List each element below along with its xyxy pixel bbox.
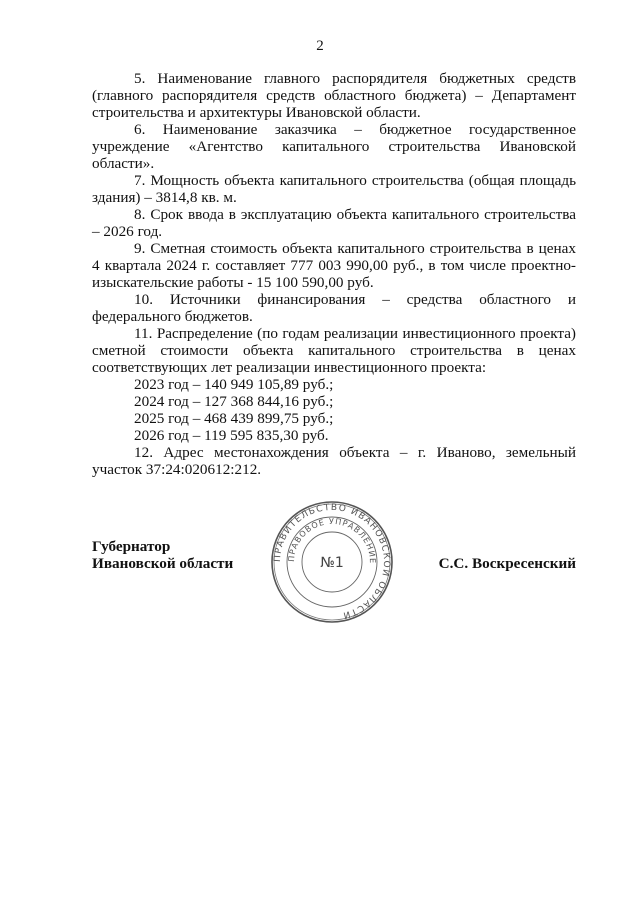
official-seal-icon [270,500,394,624]
paragraph-8: 8. Срок ввода в эксплуатацию объекта капитального строительства – 2026 год. [92,206,576,240]
seal-center-text: №1 [320,555,344,571]
paragraph-7: 7. Мощность объекта капитального строительства (общая площадь здания) – 3814,8 кв. м. [92,172,576,206]
distribution-2026: 2026 год – 119 595 835,30 руб. [134,427,329,444]
seal-inner-text: ПРАВОВОЕ УПРАВЛЕНИЕ [286,516,378,565]
distribution-2024: 2024 год – 127 368 844,16 руб.; [134,393,334,410]
page-number: 2 [316,38,324,54]
distribution-2023: 2023 год – 140 949 105,89 руб.; [134,376,334,393]
paragraph-11: 11. Распределение (по годам реализации инвестиционного проекта) сметной стоимости объекта капитального строительства в ценах соответствующих лет реализации инвестиционного проекта: [92,325,576,376]
document-body [92,70,576,478]
paragraph-12: 12. Адрес местонахождения объекта – г. Иваново, земельный участок 37:24:020612:212. [92,444,576,478]
paragraph-6: 6. Наименование заказчика – бюджетное государственное учреждение «Агентство капитального строительства Ивановской области». [92,121,576,172]
seal-outer-text: ПРАВИТЕЛЬСТВО ИВАНОВСКОЙ ОБЛАСТИ [272,502,392,621]
paragraph-10: 10. Источники финансирования – средства областного и федерального бюджетов. [92,291,576,325]
paragraph-5: 5. Наименование главного распорядителя бюджетных средств (главного распорядителя средств областного бюджета) – Департамент строительства и архитектуры Ивановской области. [92,70,576,121]
paragraph-9: 9. Сметная стоимость объекта капитального строительства в ценах 4 квартала 2024 г. составляет 777 003 990,00 руб., в том числе проектно-изыскательские работы - 15 100 590,00 руб. [92,240,576,291]
position-line-1: Губернатор [92,538,171,555]
position-line-2: Ивановской области [92,555,234,572]
signatory-name: С.С. Воскресенский [438,555,576,572]
distribution-2025: 2025 год – 468 439 899,75 руб.; [134,410,334,427]
signatory-position [92,538,233,572]
